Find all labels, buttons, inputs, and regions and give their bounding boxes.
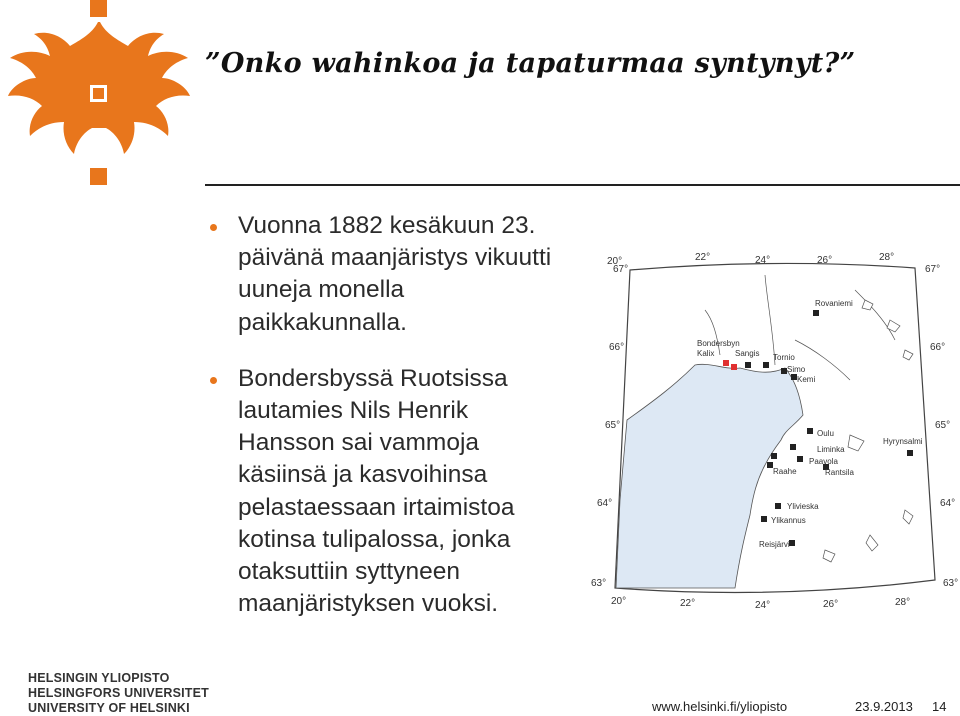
bullet-text: Vuonna 1882 kesäkuun 23. päivänä maanjäristys vikuutti uuneja monella paikkakunnalla.	[238, 212, 552, 336]
coordinate-label: 64°	[940, 498, 956, 509]
location-marker	[775, 503, 781, 509]
coordinate-label: 67°	[613, 264, 629, 275]
location-marker	[907, 450, 913, 456]
location-marker	[797, 456, 803, 462]
coordinate-label: 63°	[943, 578, 959, 589]
location-marker	[789, 540, 795, 546]
location-marker	[813, 310, 819, 316]
footer-url-link[interactable]: www.helsinki.fi/yliopisto	[652, 699, 788, 714]
coordinate-label: 26°	[823, 599, 839, 610]
place-label: Tornio	[773, 353, 795, 362]
coordinate-label: 67°	[925, 264, 941, 275]
university-flame-logo	[0, 0, 200, 200]
place-label: Rovaniemi	[815, 299, 853, 308]
bullet-dot-icon	[210, 377, 217, 384]
place-label: Ylikannus	[771, 516, 806, 525]
bullet-item	[210, 363, 570, 621]
location-marker	[761, 516, 767, 522]
coordinate-label: 20°	[611, 596, 627, 607]
location-marker	[745, 362, 751, 368]
bullet-list	[210, 210, 570, 644]
wordmark-line: HELSINGFORS UNIVERSITET	[28, 686, 210, 700]
damage-marker-red	[731, 364, 737, 370]
place-label: Liminka	[817, 445, 845, 454]
coordinate-label: 65°	[935, 420, 951, 431]
damage-marker-red	[723, 360, 729, 366]
coordinate-label: 66°	[930, 342, 946, 353]
location-marker	[790, 444, 796, 450]
coordinate-label: 28°	[895, 597, 911, 608]
coordinate-label: 22°	[695, 252, 711, 263]
coordinate-label: 26°	[817, 255, 833, 266]
coordinate-label: 24°	[755, 600, 771, 611]
place-label: Ylivieska	[787, 502, 819, 511]
bullet-dot-icon	[210, 224, 217, 231]
place-label: Paavola	[809, 457, 838, 466]
coordinate-label: 20°	[607, 256, 623, 267]
coordinate-label: 64°	[597, 498, 613, 509]
location-marker	[771, 453, 777, 459]
wordmark-line: HELSINGIN YLIOPISTO	[28, 671, 170, 685]
place-label: Oulu	[817, 429, 834, 438]
place-label: Kalix	[697, 349, 715, 358]
place-label: Simo	[787, 365, 806, 374]
coordinate-label: 66°	[609, 342, 625, 353]
location-marker	[763, 362, 769, 368]
footer-date: 23.9.2013	[855, 699, 913, 714]
place-label: Bondersbyn	[697, 339, 740, 348]
place-label: Sangis	[735, 349, 760, 358]
bullet-item	[210, 210, 570, 339]
bullet-text: Bondersbyssä Ruotsissa lautamies Nils Henrik Hansson sai vammoja käsiinsä ja kasvoihinsa pelastaessaan irtaimistoa kotinsa tulipalossa, jonka otaksuttiin syttyneen maanjäristyksen vuoksi.	[238, 364, 515, 618]
slide-title: ”Onko wahinkoa ja tapaturmaa syntynyt?”	[205, 48, 856, 79]
place-label: Raahe	[773, 467, 797, 476]
place-label: Hyrynsalmi	[883, 437, 923, 446]
coordinate-label: 65°	[605, 420, 621, 431]
place-label: Kemi	[797, 375, 816, 384]
place-label: Rantsila	[825, 468, 854, 477]
place-label: Reisjärvi	[759, 540, 790, 549]
university-wordmark	[28, 671, 209, 716]
page-number: 14	[932, 699, 947, 714]
coordinate-label: 63°	[591, 578, 607, 589]
coordinate-label: 28°	[879, 252, 895, 263]
location-marker	[807, 428, 813, 434]
wordmark-line: UNIVERSITY OF HELSINKI	[28, 701, 190, 715]
coordinate-label: 22°	[680, 598, 696, 609]
title-divider	[205, 184, 960, 186]
earthquake-map	[585, 250, 960, 612]
coordinate-label: 24°	[755, 255, 771, 266]
